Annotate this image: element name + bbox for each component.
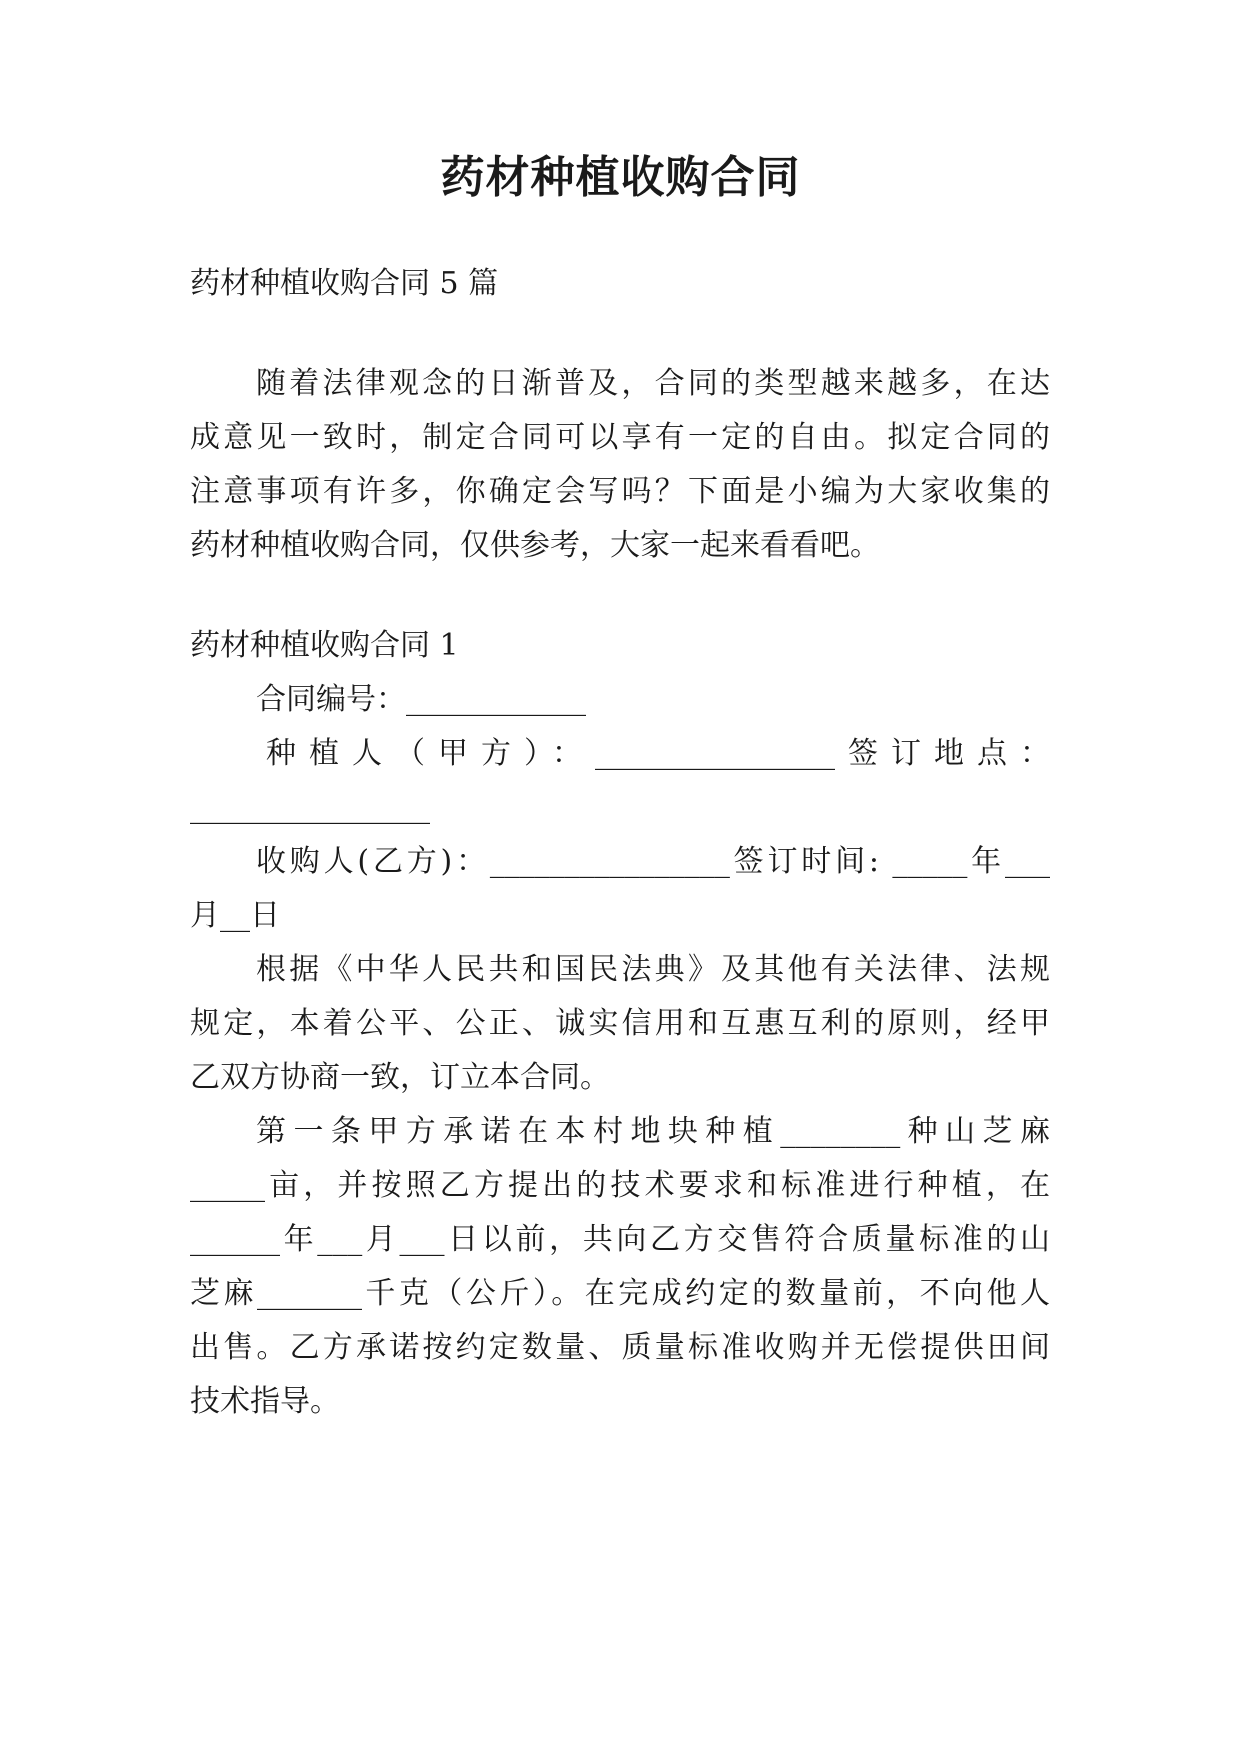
article1-line-3: ______年___月___日以前，共向乙方交售符合质量标准的山 (190, 1222, 1050, 1257)
basis-line-2: 规定，本着公平、公正、诚实信用和互惠互利的原则，经甲 (190, 1006, 1050, 1041)
basis-line-3: 乙双方协商一致，订立本合同。 (190, 1060, 610, 1095)
intro-line-3: 注意事项有许多，你确定会写吗？下面是小编为大家收集的 (190, 474, 1050, 509)
planter-line: 种植人（甲方）：________________签订地点： (266, 736, 1050, 771)
article1-line-6: 技术指导。 (190, 1384, 340, 1419)
intro-line-4: 药材种植收购合同，仅供参考，大家一起来看看吧。 (190, 528, 880, 563)
planter-line-cont: ________________ (190, 790, 430, 825)
document-title: 药材种植收购合同 (440, 152, 801, 203)
article1-line-1: 第一条甲方承诺在本村地块种植________种山芝麻 (256, 1114, 1050, 1149)
section-heading: 药材种植收购合同 1 (190, 628, 459, 663)
basis-line-1: 根据《中华人民共和国民法典》及其他有关法律、法规 (256, 952, 1050, 987)
buyer-line: 收购人(乙方)：________________签订时间: _____年___ (256, 844, 1050, 879)
article1-line-2: _____亩，并按照乙方提出的技术要求和标准进行种植，在 (190, 1168, 1050, 1203)
intro-line-2: 成意见一致时，制定合同可以享有一定的自由。拟定合同的 (190, 420, 1050, 455)
intro-line-1: 随着法律观念的日渐普及，合同的类型越来越多，在达 (256, 366, 1050, 401)
buyer-line-cont: 月__日 (190, 898, 280, 933)
contract-number-line: 合同编号：____________ (256, 682, 586, 717)
document-subtitle: 药材种植收购合同 5 篇 (190, 266, 499, 301)
article1-line-5: 出售。乙方承诺按约定数量、质量标准收购并无偿提供田间 (190, 1330, 1050, 1365)
article1-line-4: 芝麻_______千克（公斤）。在完成约定的数量前，不向他人 (190, 1276, 1050, 1311)
